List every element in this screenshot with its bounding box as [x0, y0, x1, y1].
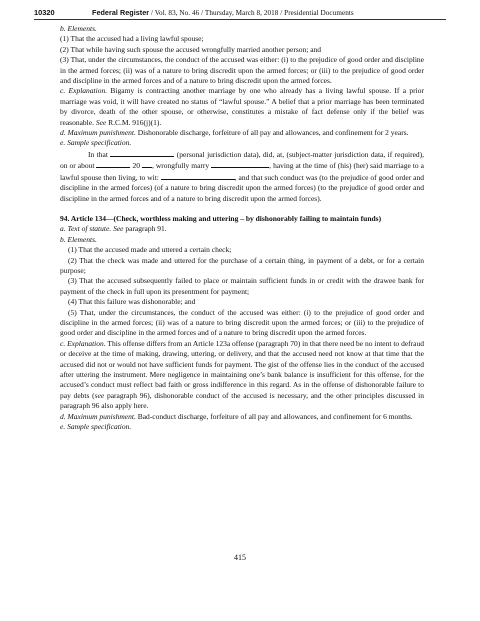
element-2: (2) That the check was made and uttered for the purchase of a certain thing, in payment of a debt, or for a certain purpose;	[60, 255, 424, 275]
element-2: (2) That while having such spouse the accused wrongfully married another person; and	[60, 44, 322, 54]
maximum-punishment: d. Maximum punishment. Dishonorable discharge, forfeiture of all pay and allowances, and confinement for 2 years.	[60, 128, 409, 138]
maximum-punishment: d. Maximum punishment. Bad-conduct discharge, forfeiture of all pay and allowances, and confinement for 6 months.	[60, 411, 413, 421]
element-1: (1) That the accused had a living lawful spouse;	[60, 34, 204, 44]
elements-label: b. Elements.	[60, 234, 97, 244]
page-number: 10320	[34, 8, 55, 17]
running-head	[92, 7, 354, 19]
journal-name: Federal Register	[92, 8, 150, 17]
sample-specification-label: e. Sample specification.	[60, 422, 132, 432]
sample-specification-text: In that (personal jurisdiction data), did, at, (subject-matter jurisdiction data, if required), on or about 20 , wrongfully marry , having at the time of (his) (her) said marriage to a lawful spouse then living, to wit: , and that such conduct was (to the prejudice of good order and discipline in the armed forces) (of a nature to bring discredit upon the armed forces) (to the prejudice of good order and discipline in the armed forces and of a nature to bring discredit upon the armed forces).	[60, 149, 425, 203]
element-3: (3) That, under the circumstances, the conduct of the accused was either: (i) to the prejudice of good order and discipline in the armed forces; (ii) was of a nature to bring discredit upon the armed forces; or (iii) to the prejudice of good order and discipline in the armed forces and of a nature to bring discredit upon the armed forces.	[60, 55, 424, 86]
explanation-paragraph: c. Explanation. This offense differs from an Article 123a offense (paragraph 70) in that there need be no intent to defraud or deceive at the time of making, drawing, uttering, or delivery, and that the accused need not know at that time that the accused did not or would not have sufficient funds for payment. The gist of the offense lies in the conduct of the accused after uttering the instrument. Mere negligence in maintaining one’s bank balance is insufficient for this offense, for the accused’s conduct must reflect bad faith or gross indifference in this regard. As in the offense of dishonorable failure to pay debts (see paragraph 96), dishonorable conduct of the accused is necessary, and the other principles discussed in paragraph 96 also apply here.	[60, 338, 424, 411]
page-header	[34, 7, 446, 20]
text-of-statute: a. Text of statute. See paragraph 91.	[60, 224, 167, 234]
element-1: (1) That the accused made and uttered a certain check;	[68, 245, 232, 255]
elements-label: b. Elements.	[60, 24, 97, 33]
explanation-paragraph: c. Explanation. Bigamy is contracting another marriage by one who already has a living lawful spouse. If a prior marriage was void, it will have created no status of “lawful spouse.” A belief that a prior marriage has been terminated by divorce, death of the other spouse, or otherwise, constitutes a mistake of fact defense only if the belief was reasonable. See R.C.M. 916(j)(1).	[60, 86, 424, 127]
journal-citation: / Vol. 83, No. 46 / Thursday, March 8, 2018 / Presidential Documents	[149, 9, 354, 17]
element-5: (5) That, under the circumstances, the conduct of the accused was either: (i) to the prejudice of good order and discipline in the armed forces; (ii) was of a nature to bring discredit upon the armed forces; or (iii) to the prejudice of good order and discipline in the armed forces and of a nature to bring discredit upon the armed forces.	[60, 307, 424, 338]
page-footer-number: 415	[234, 553, 246, 562]
element-4: (4) That this failure was dishonorable; and	[68, 297, 196, 307]
sample-specification-label: e. Sample specification.	[60, 138, 132, 148]
article-heading: 94. Article 134—(Check, worthless making and uttering – by dishonorably failing to maintain funds)	[60, 213, 382, 223]
element-3: (3) That the accused subsequently failed to place or maintain sufficient funds in or credit with the drawee bank for payment of the check in full upon its presentment for payment;	[60, 276, 424, 296]
document-body	[60, 24, 424, 432]
